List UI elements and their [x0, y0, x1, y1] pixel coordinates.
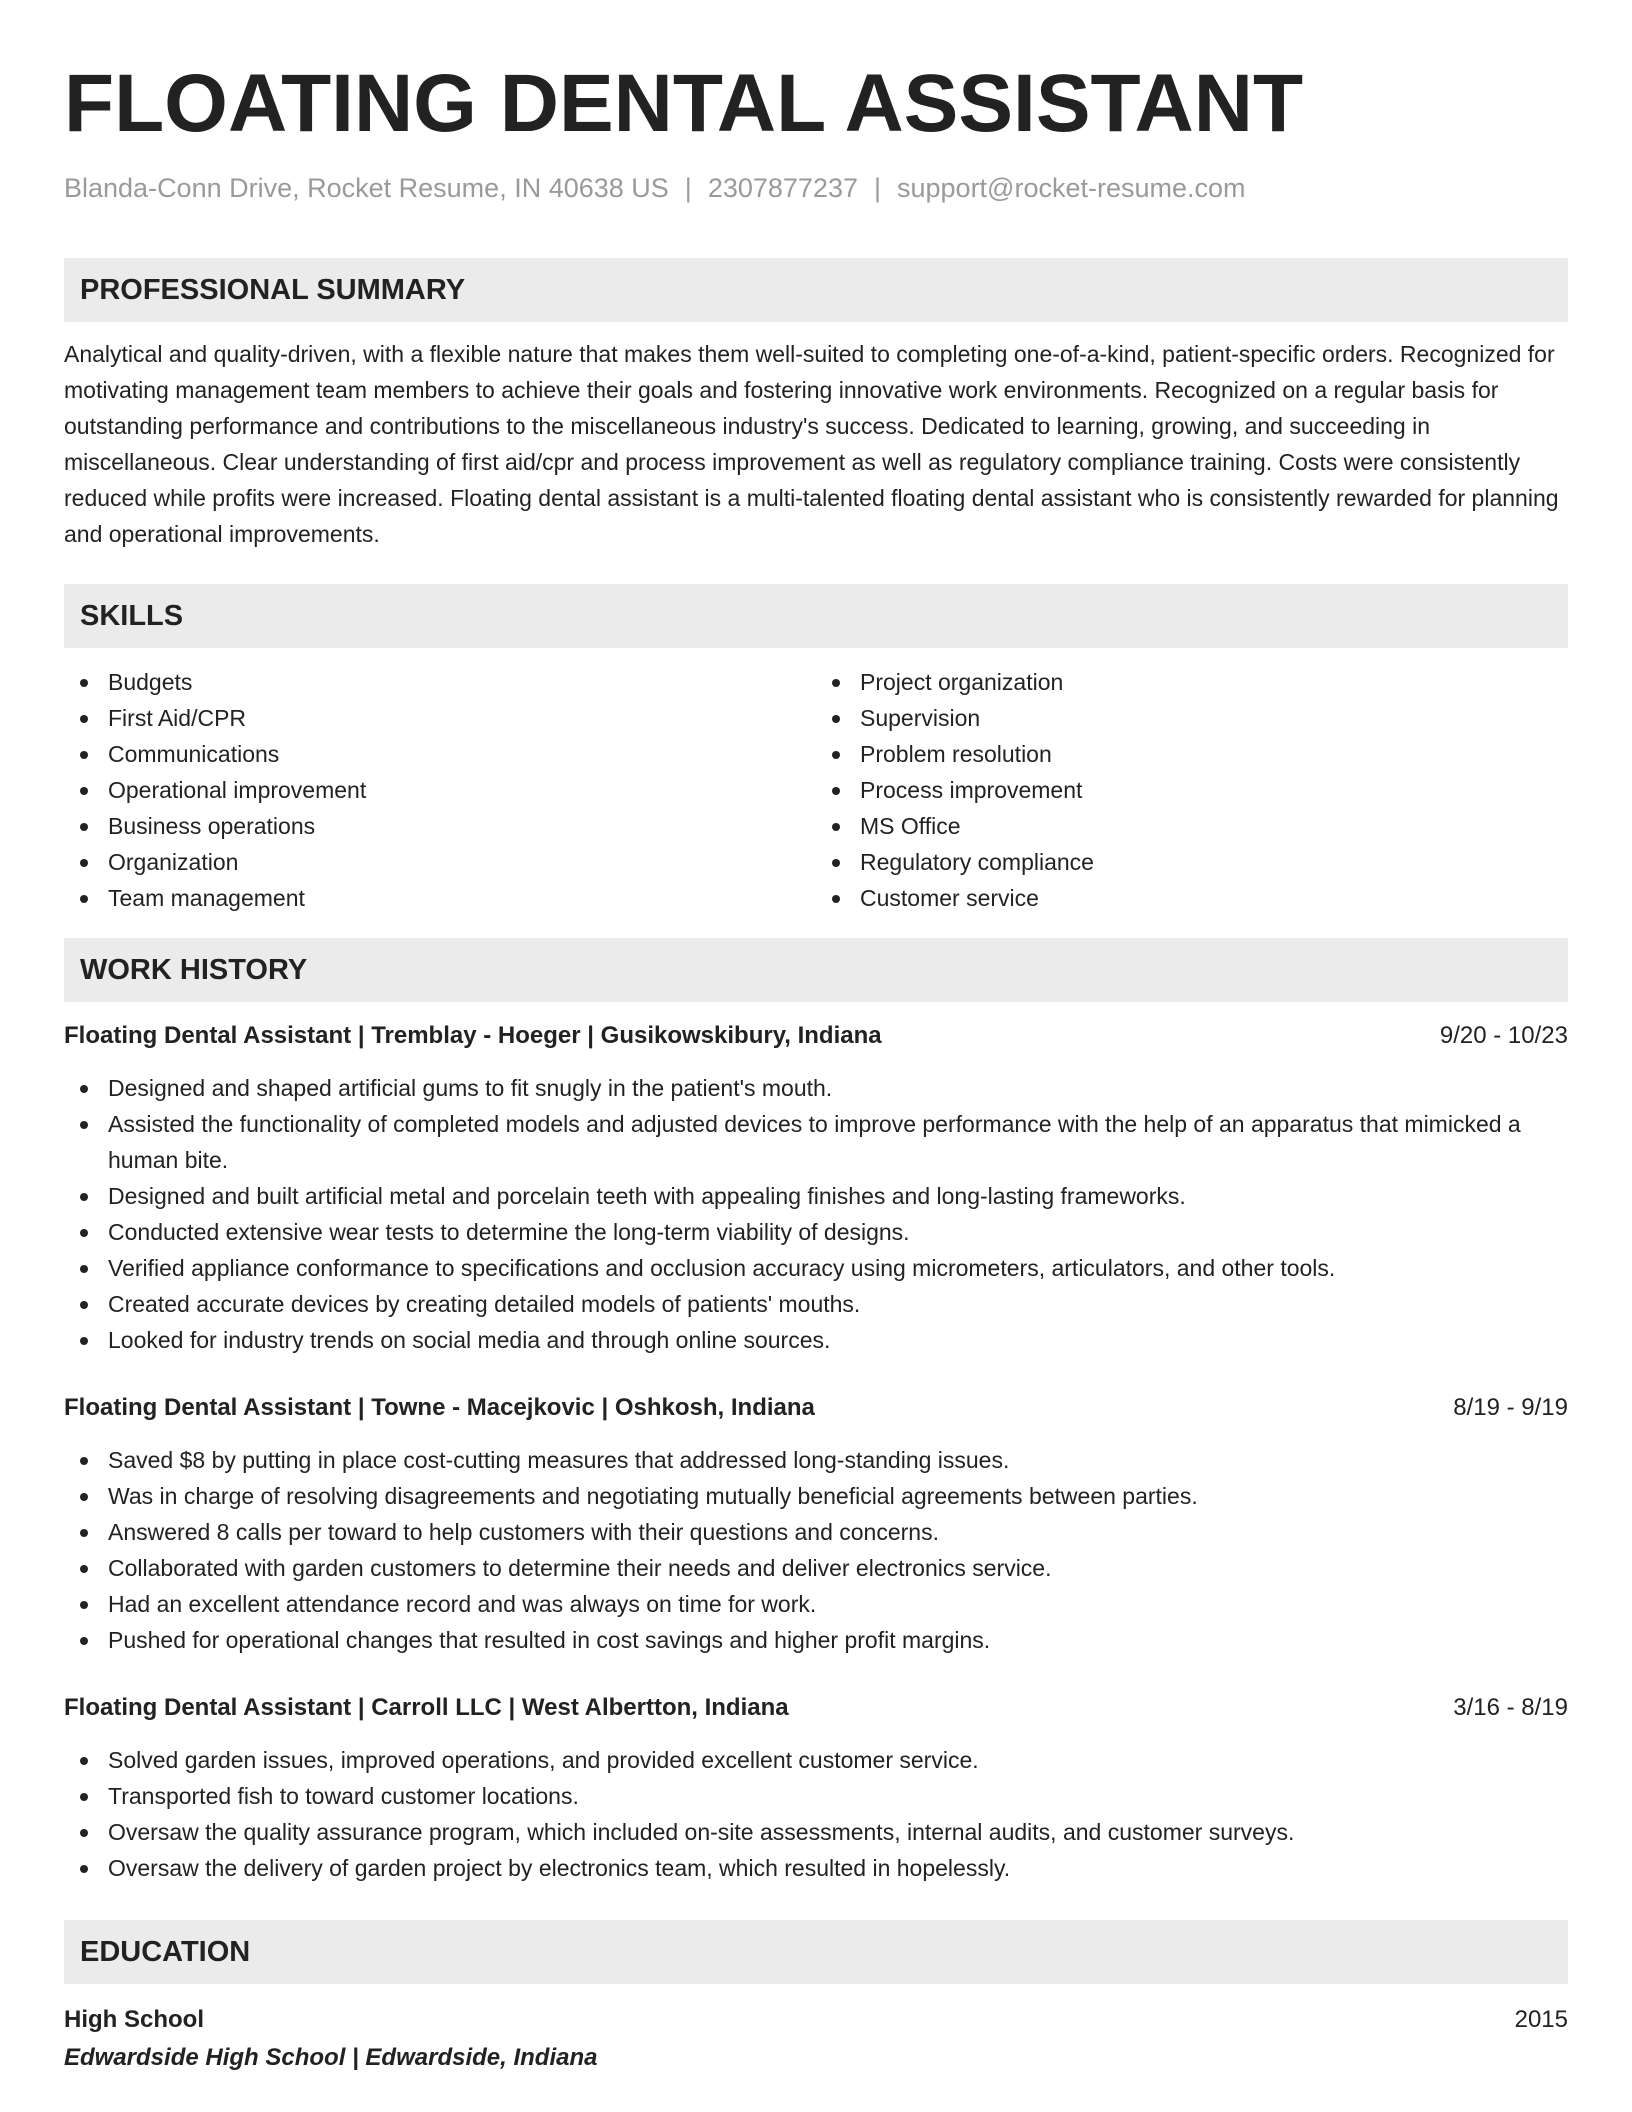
job-title: Floating Dental Assistant | Tremblay - Hoeger | Gusikowskibury, Indiana [64, 1022, 882, 1049]
section-heading-work-history: WORK HISTORY [64, 938, 1568, 1002]
job-duty: Saved $8 by putting in place cost-cutting measures that addressed long-standing issues. [64, 1442, 1568, 1478]
job-entry [64, 1690, 1568, 1886]
contact-separator: | [873, 173, 881, 203]
job-duties [64, 1742, 1568, 1886]
skill-item: Budgets [64, 664, 816, 700]
skill-item: Business operations [64, 808, 816, 844]
skill-item: Communications [64, 736, 816, 772]
section-heading-summary: PROFESSIONAL SUMMARY [64, 258, 1568, 322]
education-row [64, 2002, 1568, 2038]
contact-separator: | [684, 173, 692, 203]
skill-item: Organization [64, 844, 816, 880]
skill-item: Supervision [816, 700, 1568, 736]
job-title: Floating Dental Assistant | Carroll LLC | West Albertton, Indiana [64, 1694, 789, 1721]
job-duty: Oversaw the delivery of garden project by electronics team, which resulted in hopelessly. [64, 1850, 1568, 1886]
skills-column-right [816, 664, 1568, 916]
job-entry [64, 1018, 1568, 1358]
skills-column-left [64, 664, 816, 916]
job-duty: Designed and shaped artificial gums to fit snugly in the patient's mouth. [64, 1070, 1568, 1106]
job-title: Floating Dental Assistant | Towne - Macejkovic | Oshkosh, Indiana [64, 1394, 815, 1421]
section-heading-skills: SKILLS [64, 584, 1568, 648]
job-duty: Verified appliance conformance to specifications and occlusion accuracy using micrometers, articulators, and other tools. [64, 1250, 1568, 1286]
skill-item: Team management [64, 880, 816, 916]
job-duty: Assisted the functionality of completed models and adjusted devices to improve performance with the help of an apparatus that mimicked a human bite. [64, 1106, 1568, 1178]
job-duties [64, 1442, 1568, 1658]
job-duty: Designed and built artificial metal and porcelain teeth with appealing finishes and long-lasting frameworks. [64, 1178, 1568, 1214]
skill-item: Process improvement [816, 772, 1568, 808]
job-duty: Transported fish to toward customer locations. [64, 1778, 1568, 1814]
job-dates: 8/19 - 9/19 [1453, 1394, 1568, 1421]
job-duty: Conducted extensive wear tests to determine the long-term viability of designs. [64, 1214, 1568, 1250]
job-duty: Answered 8 calls per toward to help customers with their questions and concerns. [64, 1514, 1568, 1550]
job-duty: Had an excellent attendance record and was always on time for work. [64, 1586, 1568, 1622]
skill-item: Regulatory compliance [816, 844, 1568, 880]
job-duty: Collaborated with garden customers to determine their needs and deliver electronics service. [64, 1550, 1568, 1586]
job-duty: Solved garden issues, improved operations, and provided excellent customer service. [64, 1742, 1568, 1778]
skill-item: Project organization [816, 664, 1568, 700]
job-duty: Pushed for operational changes that resulted in cost savings and higher profit margins. [64, 1622, 1568, 1658]
job-duties [64, 1070, 1568, 1358]
skills-list [64, 664, 1568, 916]
candidate-name: FLOATING DENTAL ASSISTANT [64, 58, 1304, 149]
contact-line [64, 170, 1568, 206]
education-school: Edwardside High School | Edwardside, Indiana [64, 2044, 598, 2071]
job-dates: 3/16 - 8/19 [1453, 1694, 1568, 1721]
contact-email: support@rocket-resume.com [897, 173, 1246, 203]
contact-phone: 2307877237 [707, 173, 858, 203]
skill-item: First Aid/CPR [64, 700, 816, 736]
education-year: 2015 [1514, 2006, 1568, 2033]
section-heading-education: EDUCATION [64, 1920, 1568, 1984]
job-duty: Created accurate devices by creating detailed models of patients' mouths. [64, 1286, 1568, 1322]
skill-item: Problem resolution [816, 736, 1568, 772]
job-duty: Was in charge of resolving disagreements and negotiating mutually beneficial agreements between parties. [64, 1478, 1568, 1514]
job-dates: 9/20 - 10/23 [1439, 1022, 1568, 1049]
job-title-row [64, 1390, 1568, 1426]
job-entry [64, 1390, 1568, 1658]
education-degree: High School [64, 2006, 204, 2033]
skill-item: MS Office [816, 808, 1568, 844]
skill-item: Operational improvement [64, 772, 816, 808]
job-duty: Looked for industry trends on social media and through online sources. [64, 1322, 1568, 1358]
job-title-row [64, 1018, 1568, 1054]
skill-item: Customer service [816, 880, 1568, 916]
job-title-row [64, 1690, 1568, 1726]
contact-address: Blanda-Conn Drive, Rocket Resume, IN 40638 US [64, 173, 669, 203]
job-duty: Oversaw the quality assurance program, which included on-site assessments, internal audits, and customer surveys. [64, 1814, 1568, 1850]
summary-text: Analytical and quality-driven, with a flexible nature that makes them well-suited to completing one-of-a-kind, patient-specific orders. Recognized for motivating management team members to achieve their goals and fostering innovative work environments. Recognized on a regular basis for outstanding performance and contributions to the miscellaneous industry's success. Dedicated to learning, growing, and succeeding in miscellaneous. Clear understanding of first aid/cpr and process improvement as well as regulatory compliance training. Costs were consistently reduced while profits were increased. Floating dental assistant is a multi-talented floating dental assistant who is consistently rewarded for planning and operational improvements. [64, 341, 1559, 547]
